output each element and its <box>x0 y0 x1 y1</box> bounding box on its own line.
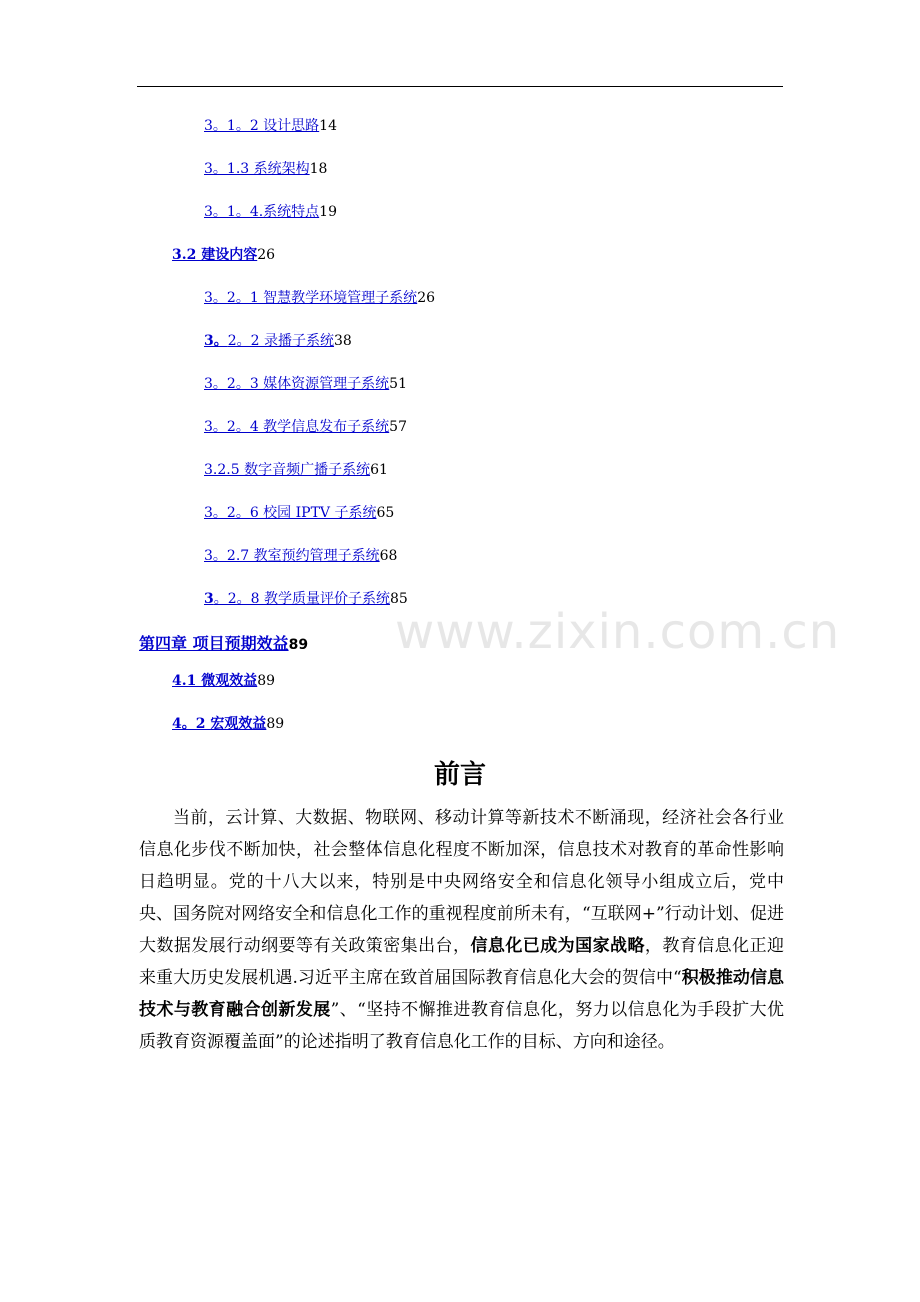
toc-entry-4-2[interactable] <box>172 715 284 733</box>
preface-emphasis: 积极推动信息技术与教育融合创新发展 <box>139 968 785 1020</box>
toc-entry-3-2-7[interactable] <box>204 547 397 565</box>
toc-page-number: 85 <box>390 591 408 607</box>
toc-entry-3-1-3[interactable] <box>204 160 327 178</box>
toc-page-number: 89 <box>257 673 276 689</box>
toc-link[interactable]: 3。2。3 媒体资源管理子系统 <box>204 376 390 392</box>
toc-entry-3-2-6[interactable] <box>204 504 394 522</box>
toc-entry-3-2-1[interactable] <box>204 289 435 307</box>
toc-link-prefix: 3。 <box>204 333 228 349</box>
preface-text: ”、“坚持不懈推进教育信息化，努力以信息化为手段扩大优质教育资源覆盖面”的论述指明了教育信息化工作的目标、方向和途径。 <box>139 1000 784 1052</box>
preface-paragraph <box>139 802 784 1058</box>
toc-link-text: 2。2 录播子系统 <box>227 333 335 349</box>
toc-page-number: 38 <box>334 333 352 349</box>
toc-page-number: 18 <box>309 161 328 177</box>
toc-entry-3-1-4[interactable] <box>204 203 337 221</box>
header-rule <box>137 86 783 87</box>
toc-link[interactable]: 第四章 项目预期效益 <box>139 634 289 653</box>
toc-page-number: 89 <box>266 716 285 732</box>
toc-link[interactable]: 3.2 建设内容 <box>172 247 258 263</box>
toc-link[interactable]: 3。1.3 系统架构 <box>204 161 310 177</box>
toc-page-number: 61 <box>370 462 388 478</box>
toc-page-number: 57 <box>389 419 407 435</box>
toc-page-number: 14 <box>319 118 337 134</box>
toc-page-number: 51 <box>389 376 407 392</box>
toc-entry-3-2-8[interactable] <box>204 590 408 608</box>
preface-text: 当前，云计算、大数据、物联网、移动计算等新技术不断涌现，经济社会各行业信息化步伐不断加快，社会整体信息化程度不断加深，信息技术对教育的革命性影响日趋明显。党的十八大以来，特别是中央网络安全和信息化领导小组成立后，党中央、国务院对网络安全和信息化工作的重视程度前所未有，“互联网+”行动计划、促进大数据发展行动纲要等有关政策密集出台， <box>139 808 784 956</box>
toc-link[interactable]: 3。2.7 教室预约管理子系统 <box>204 548 380 564</box>
toc-link[interactable]: 4.1 微观效益 <box>172 673 258 689</box>
toc-link-prefix: 3 <box>204 591 214 607</box>
toc-link[interactable]: 3。2。4 教学信息发布子系统 <box>204 419 390 435</box>
toc-page-number: 26 <box>417 290 436 306</box>
watermark: www.zixin.com.cn <box>395 604 841 660</box>
toc-link[interactable]: 3。1。2 设计思路 <box>204 118 320 134</box>
preface-title: 前言 <box>433 760 486 790</box>
toc-entry-chapter-4[interactable] <box>139 634 308 655</box>
toc-page-number: 26 <box>257 247 276 263</box>
toc-entry-3-2[interactable] <box>172 246 275 264</box>
toc-link[interactable] <box>204 591 390 607</box>
toc-entry-3-2-5[interactable] <box>204 461 388 479</box>
preface-emphasis: 信息化已成为国家战略 <box>470 936 645 956</box>
toc-link[interactable]: 4。2 宏观效益 <box>172 716 267 732</box>
toc-page-number: 68 <box>379 548 398 564</box>
toc-link[interactable]: 3。1。4.系统特点 <box>204 204 320 220</box>
toc-page-number: 19 <box>319 204 337 220</box>
toc-page-number: 65 <box>376 505 395 521</box>
toc-page-number: 89 <box>288 637 309 653</box>
toc-entry-4-1[interactable] <box>172 672 275 690</box>
toc-entry-3-2-3[interactable] <box>204 375 407 393</box>
preface-text: ，教育信息化正迎来重大历史发展机遇.习近平主席在致首届国际教育信息化大会的贺信中“ <box>139 936 785 988</box>
toc-link-text: 。2。1 智慧教学环境管理子系统 <box>212 290 418 306</box>
toc-link[interactable] <box>204 290 417 306</box>
toc-link-text: 。2。8 教学质量评价子系统 <box>213 591 391 607</box>
toc-entry-3-2-2[interactable] <box>204 332 352 350</box>
toc-link[interactable]: 3。2。6 校园 IPTV 子系统 <box>204 505 377 521</box>
toc-entry-3-2-4[interactable] <box>204 418 407 436</box>
toc-entry-3-1-2[interactable] <box>204 117 337 135</box>
toc-link-prefix: 3 <box>204 290 213 306</box>
toc-link[interactable]: 3.2.5 数字音频广播子系统 <box>204 462 371 478</box>
toc-link[interactable] <box>204 333 334 349</box>
